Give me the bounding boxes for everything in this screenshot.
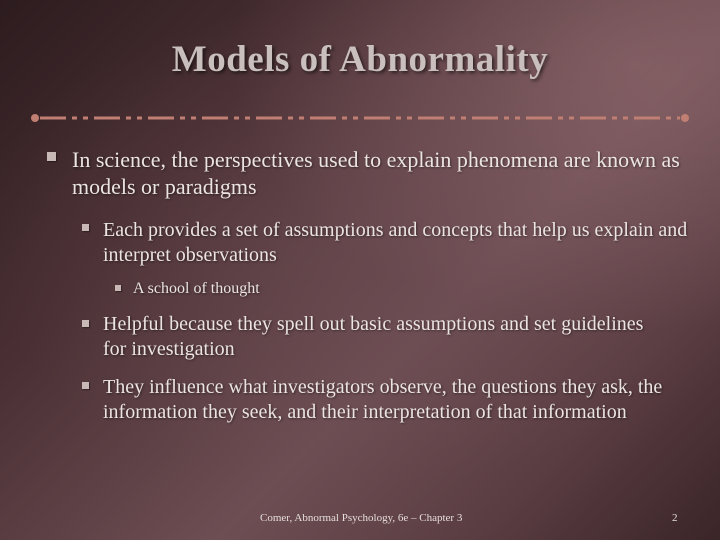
slide-title: Models of Abnormality	[171, 39, 549, 80]
divider-left-dot	[31, 114, 39, 122]
bullet-marker	[82, 320, 89, 327]
bullet-item: Helpful because they spell out basic assumptions and set guidelines for investigation	[103, 313, 644, 360]
footer-citation: Comer, Abnormal Psychology, 6e – Chapter 3	[260, 512, 463, 524]
page-number: 2	[672, 512, 678, 524]
bullet-marker	[82, 382, 89, 389]
bullet-item: They influence what investigators observe, the questions they ask, the information they seek, and their interpretation of that information	[103, 376, 663, 423]
title-divider	[30, 110, 690, 126]
bullet-item: Each provides a set of assumptions and concepts that help us explain and interpret observations	[103, 219, 688, 266]
bullet-marker	[115, 285, 121, 291]
divider-right-dot	[681, 114, 689, 122]
bullet-marker	[47, 152, 56, 161]
bullet-marker	[82, 224, 89, 231]
bullet-item: A school of thought	[133, 280, 260, 297]
bullet-item: In science, the perspectives used to explain phenomena are known as models or paradigms	[72, 147, 680, 199]
